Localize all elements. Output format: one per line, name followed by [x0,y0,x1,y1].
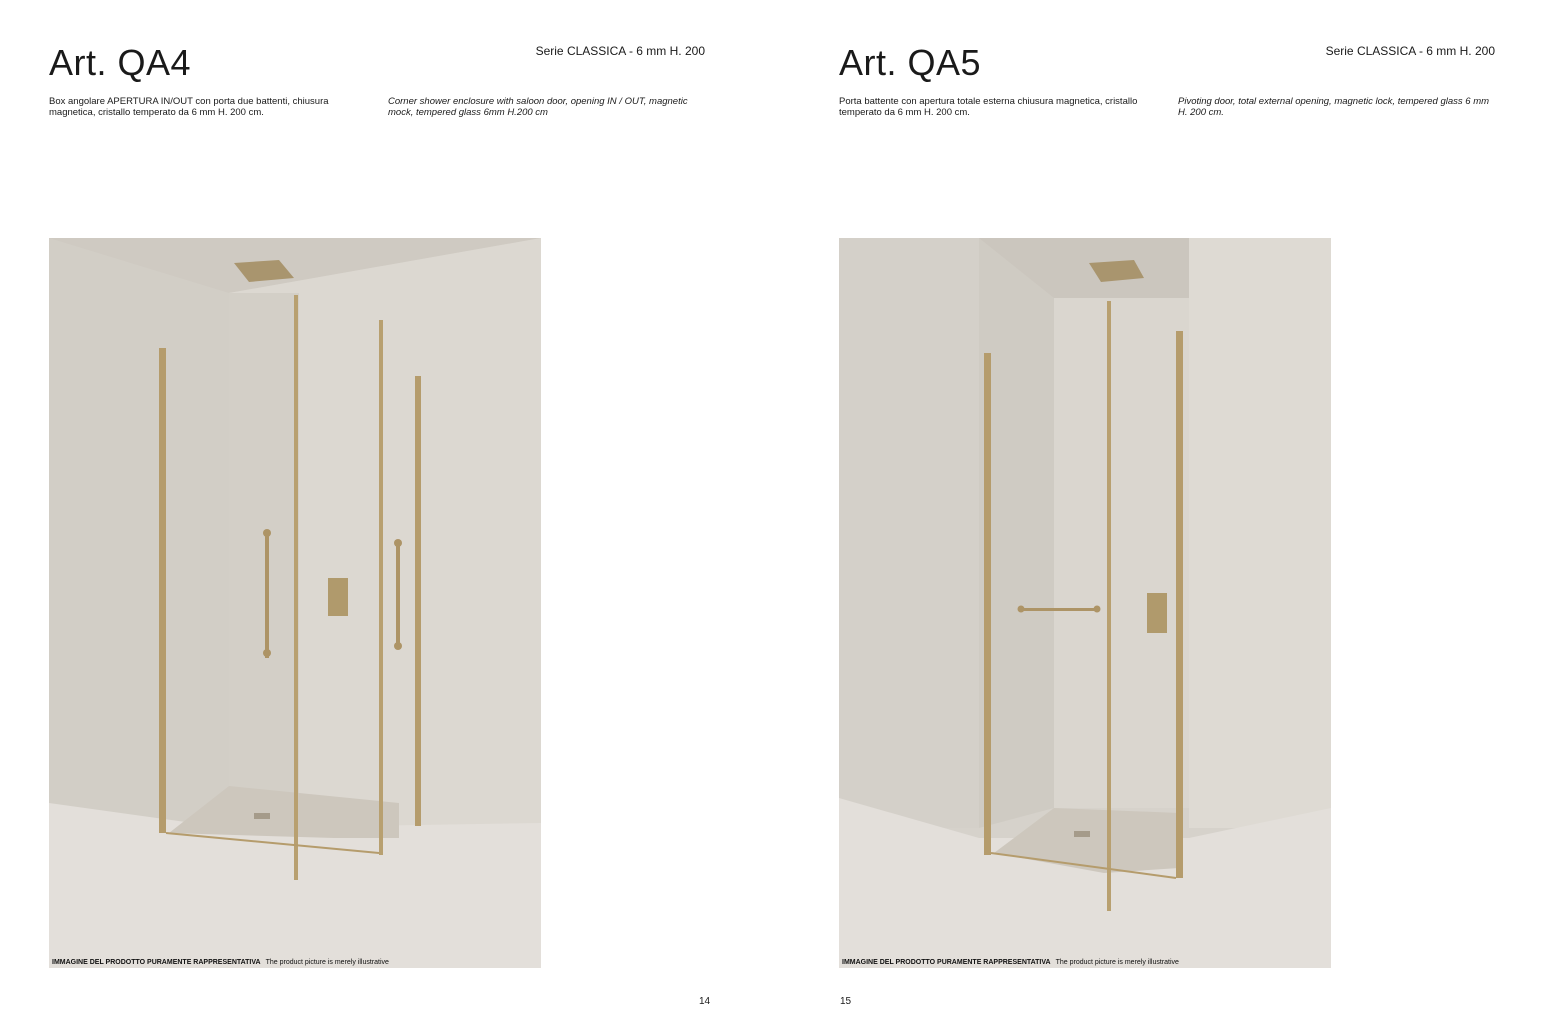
photo-disclaimer [842,959,1179,966]
article-title: Art. QA4 [49,42,192,83]
disclaimer-english: The product picture is merely illustrative [265,959,389,966]
disclaimer-italian: IMMAGINE DEL PRODOTTO PURAMENTE RAPPRESENTATIVA [52,959,261,966]
photo-disclaimer [52,959,389,966]
page-number: 14 [699,996,711,1007]
article-title: Art. QA5 [839,42,982,83]
shower-enclosure-illustration [49,238,541,968]
shower-door-illustration [839,238,1331,968]
description-italian: Porta battente con apertura totale esterna chiusura magnetica, cristallo temperato da 6 mm H. 200 cm. [839,96,1138,118]
disclaimer-english: The product picture is merely illustrative [1055,959,1179,966]
product-photo-qa4 [49,238,541,968]
page-number: 15 [840,996,852,1007]
description-italian: Box angolare APERTURA IN/OUT con porta due battenti, chiusura magnetica, cristallo temperato da 6 mm H. 200 cm. [49,96,329,118]
series-label: Serie CLASSICA - 6 mm H. 200 [1325,44,1495,58]
description-english: Corner shower enclosure with saloon door, opening IN / OUT, magnetic mock, tempered glass 6mm H.200 cm [388,96,688,118]
product-photo-qa5 [839,238,1331,968]
catalog-page-right [790,0,1550,1033]
disclaimer-italian: IMMAGINE DEL PRODOTTO PURAMENTE RAPPRESENTATIVA [842,959,1051,966]
description-english: Pivoting door, total external opening, magnetic lock, tempered glass 6 mm H. 200 cm. [1178,96,1490,118]
series-label: Serie CLASSICA - 6 mm H. 200 [535,44,705,58]
